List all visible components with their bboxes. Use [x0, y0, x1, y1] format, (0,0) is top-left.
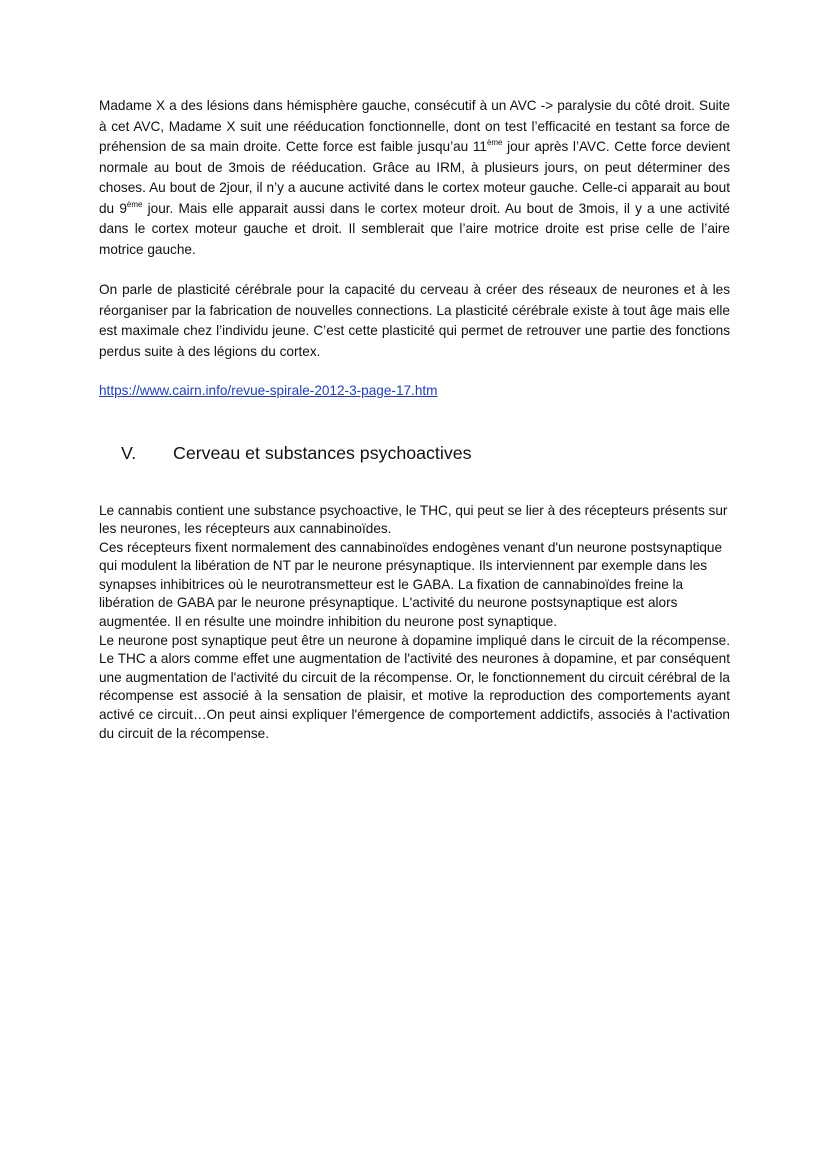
paragraph-spacer [99, 260, 730, 280]
paragraph-text: Madame X a des lésions dans hémisphère gauche, consécutif à un AVC -> paralysie du côté droit. Suite à cet AVC, Madame X suit une rééducation fonctionnelle, dont on test l’efficacité en testant sa force de préhension de sa main droite. Cette force est faible jusqu’au 11 [99, 98, 730, 154]
superscript-eme: ème [126, 199, 143, 209]
superscript-eme: ème [486, 138, 503, 147]
paragraph-stroke-rehabilitation [99, 96, 730, 260]
document-page [99, 96, 730, 743]
section-title: Cerveau et substances psychoactives [173, 442, 472, 463]
paragraph-text: jour. Mais elle apparait aussi dans le cortex moteur droit. Au bout de 3mois, il y a une activité dans le cortex moteur gauche et droit. Il semblerait que l’aire motrice droite est prise celle de l’aire motrice gauche. [99, 200, 730, 257]
paragraph-text: jour après l’AVC. Cette force devient normale au bout de 3mois de rééducation. Grâce au IRM, à plusieurs jours, on peut déterminer des choses. Au bout de 2jour, il n’y a aucune activité dans le cortex moteur gauche. Celle-ci apparait au bout du 9 [99, 139, 730, 216]
section-number: V. [121, 442, 137, 463]
paragraph-reward-circuit: Le neurone post synaptique peut être un neurone à dopamine impliqué dans le circuit de la récompense. Le THC a alors comme effet une augmentation de l'activité des neurones à dopamine, et par conséquent une augmentation de l'activité du circuit de la récompense. Or, le fonctionnement du circuit cérébral de la récompense est associé à la sensation de plaisir, et motive la reproduction des comportements ayant activé ce circuit…On peut ainsi expliquer l'émergence de comportement addictifs, associés à l'activation du circuit de la récompense. [99, 632, 730, 741]
paragraph-cerebral-plasticity: On parle de plasticité cérébrale pour la capacité du cerveau à créer des réseaux de neurones et à les réorganiser par la fabrication de nouvelles connections. La plasticité cérébrale existe à tout âge mais elle est maximale chez l’individu jeune. C’est cette plasticité qui permet de retrouver une partie des fonctions perdus suite à des légions du cortex. [99, 282, 730, 359]
reference-link[interactable]: https://www.cairn.info/revue-spirale-2012-3-page-17.htm [99, 383, 438, 398]
paragraph-cannabis-thc: Le cannabis contient une substance psychoactive, le THC, qui peut se lier à des récepteurs présents sur les neurones, les récepteurs aux cannabinoïdes. [99, 502, 728, 537]
paragraph-cannabinoid-receptors: Ces récepteurs fixent normalement des cannabinoïdes endogènes venant d'un neurone postsynaptique qui modulent la libération de NT par le neurone présynaptique. Ils interviennent par exemple dans les synapses inhibitrices où le neurotransmetteur est le GABA. La fixation de cannabinoïdes freine la libération de GABA par le neurone présynaptique. L'activité du neurone postsynaptique est alors augmentée. Il en résulte une moindre inhibition du neurone post synaptique. [99, 539, 723, 630]
section-body [99, 502, 730, 744]
paragraph-spacer [99, 362, 730, 381]
section-heading [121, 441, 730, 465]
